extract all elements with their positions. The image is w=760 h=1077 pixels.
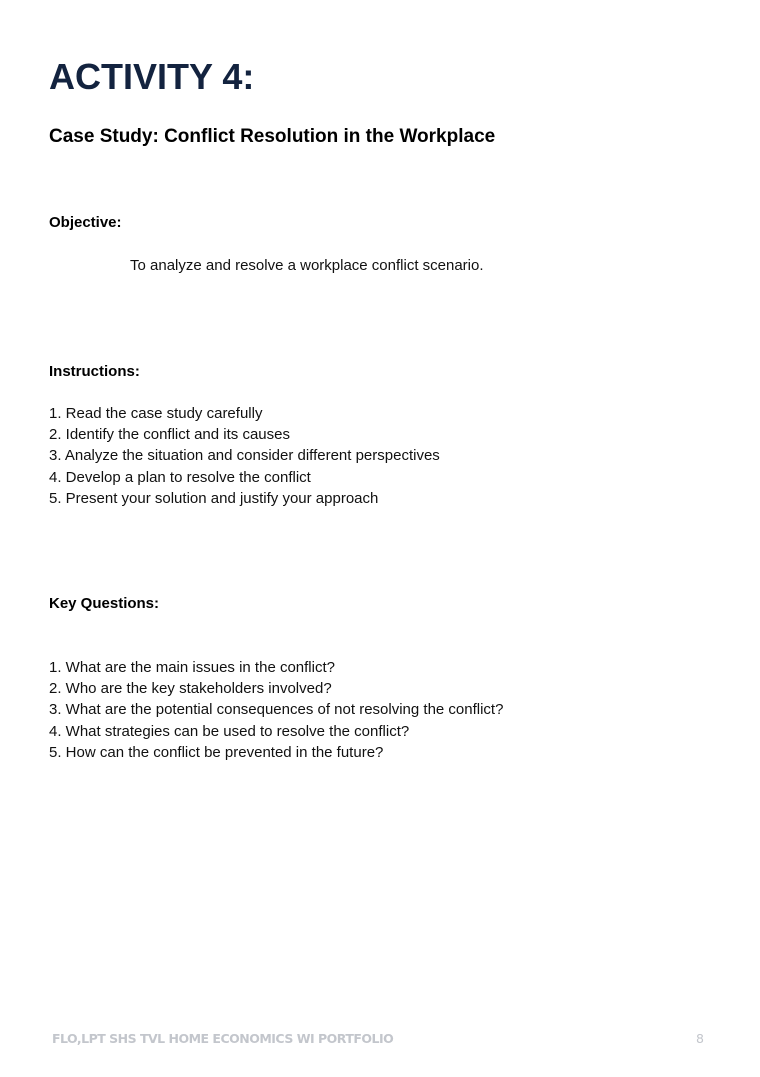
instructions-list — [49, 403, 440, 509]
instructions-heading: Instructions: — [49, 363, 140, 380]
key-question-item: 5. How can the conflict be prevented in the future? — [49, 743, 384, 761]
key-question-item: 4. What strategies can be used to resolve the conflict? — [49, 722, 410, 740]
objective-text: To analyze and resolve a workplace conflict scenario. — [130, 257, 484, 274]
key-question-item: 3. What are the potential consequences of not resolving the conflict? — [49, 701, 504, 719]
case-study-title: Case Study: Conflict Resolution in the Workplace — [49, 126, 496, 147]
instruction-item: 4. Develop a plan to resolve the conflict — [49, 468, 311, 486]
footer-text: FLO,LPT SHS TVL HOME ECONOMICS WI PORTFOLIO — [52, 1031, 394, 1046]
key-questions-list — [49, 657, 503, 763]
page-title: ACTIVITY 4: — [49, 56, 255, 97]
objective-heading: Objective: — [49, 214, 122, 231]
key-question-item: 2. Who are the key stakeholders involved? — [49, 680, 332, 698]
instruction-item: 1. Read the case study carefully — [49, 405, 263, 422]
key-question-item: 1. What are the main issues in the conflict? — [49, 659, 335, 676]
instruction-item: 3. Analyze the situation and consider different perspectives — [49, 447, 440, 465]
page-footer — [52, 1031, 704, 1049]
key-questions-heading: Key Questions: — [49, 595, 160, 612]
instruction-item: 2. Identify the conflict and its causes — [49, 426, 290, 444]
instruction-item: 5. Present your solution and justify your approach — [49, 489, 379, 507]
page-number: 8 — [696, 1031, 704, 1046]
